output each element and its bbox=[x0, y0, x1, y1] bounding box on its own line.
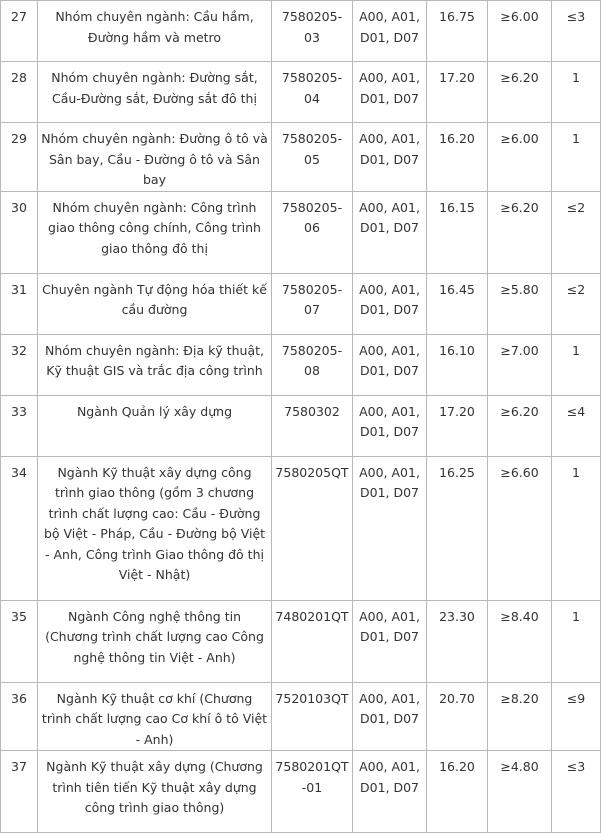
subject-combination-cell bbox=[353, 751, 427, 833]
row-number: 37 bbox=[11, 759, 27, 774]
program-name-cell bbox=[38, 191, 272, 273]
row-number: 35 bbox=[11, 608, 27, 624]
row-number: 33 bbox=[11, 403, 27, 419]
subject-combination-cell bbox=[353, 682, 427, 751]
program-code: 7580205-07 bbox=[281, 281, 343, 317]
priority-order: ≤4 bbox=[566, 403, 586, 419]
program-code-cell bbox=[272, 62, 353, 123]
program-name-cell bbox=[38, 273, 272, 334]
row-number: 28 bbox=[11, 70, 27, 85]
row-number-cell bbox=[1, 62, 38, 123]
program-name: Ngành Kỹ thuật xây dựng công trình giao thông (gồm 3 chương trình chất lượng cao: Cầu - Đường bộ Việt - Pháp, Cầu - Đường bộ Việt - Anh, Công trình Giao thông đô thị Việt - Nhật) bbox=[43, 464, 266, 582]
program-code-cell bbox=[272, 751, 353, 833]
priority-order-cell bbox=[552, 682, 601, 751]
row-number: 32 bbox=[11, 342, 27, 358]
row-number-cell bbox=[1, 456, 38, 600]
admission-score-cell bbox=[427, 123, 488, 192]
admission-score-cell bbox=[427, 334, 488, 395]
tiebreak-criteria-cell bbox=[488, 334, 552, 395]
row-number-cell bbox=[1, 600, 38, 682]
program-code: 7520103QT bbox=[275, 690, 349, 706]
subject-combination: A00, A01, D01, D07 bbox=[359, 199, 420, 235]
table-row bbox=[1, 682, 601, 751]
row-number: 29 bbox=[11, 131, 27, 146]
subject-combination-cell bbox=[353, 600, 427, 682]
subject-combination-cell bbox=[353, 191, 427, 273]
program-name: Chuyên ngành Tự động hóa thiết kế cầu đường bbox=[42, 281, 267, 317]
admission-score: 20.70 bbox=[439, 690, 475, 706]
row-number-cell bbox=[1, 191, 38, 273]
program-code: 7580205-08 bbox=[281, 342, 343, 378]
program-name: Nhóm chuyên ngành: Đường ô tô và Sân bay, Cầu - Đường ô tô và Sân bay bbox=[41, 131, 268, 187]
admission-score: 17.20 bbox=[439, 70, 475, 85]
tiebreak-criteria: ≥4.80 bbox=[500, 759, 539, 774]
priority-order: 1 bbox=[572, 608, 580, 624]
program-code-cell bbox=[272, 334, 353, 395]
program-code-cell bbox=[272, 600, 353, 682]
table-row bbox=[1, 600, 601, 682]
admission-score-cell bbox=[427, 191, 488, 273]
priority-order: 1 bbox=[572, 342, 580, 358]
program-code: 7480201QT bbox=[275, 608, 349, 624]
program-name-cell bbox=[38, 682, 272, 751]
priority-order: 1 bbox=[572, 464, 580, 480]
admission-score: 16.20 bbox=[439, 131, 475, 146]
admission-score-cell bbox=[427, 751, 488, 833]
tiebreak-criteria-cell bbox=[488, 751, 552, 833]
admission-score-cell bbox=[427, 600, 488, 682]
program-name-cell bbox=[38, 456, 272, 600]
program-code: 7580302 bbox=[284, 403, 340, 419]
tiebreak-criteria: ≥6.00 bbox=[500, 9, 539, 24]
program-name-cell bbox=[38, 334, 272, 395]
program-code: 7580205-03 bbox=[281, 9, 343, 45]
admission-score: 16.20 bbox=[439, 759, 475, 774]
row-number-cell bbox=[1, 123, 38, 192]
program-code-cell bbox=[272, 456, 353, 600]
table-body bbox=[1, 1, 601, 833]
tiebreak-criteria: ≥8.20 bbox=[500, 690, 539, 706]
row-number-cell bbox=[1, 751, 38, 833]
priority-order-cell bbox=[552, 62, 601, 123]
priority-order: ≤2 bbox=[566, 281, 586, 297]
program-code-cell bbox=[272, 682, 353, 751]
admission-score: 16.10 bbox=[439, 342, 475, 358]
admission-score: 23.30 bbox=[439, 608, 475, 624]
subject-combination: A00, A01, D01, D07 bbox=[359, 403, 420, 439]
tiebreak-criteria: ≥6.60 bbox=[500, 464, 539, 480]
tiebreak-criteria-cell bbox=[488, 395, 552, 456]
subject-combination: A00, A01, D01, D07 bbox=[359, 70, 420, 106]
row-number-cell bbox=[1, 334, 38, 395]
priority-order-cell bbox=[552, 456, 601, 600]
program-code: 7580205-04 bbox=[281, 70, 343, 106]
priority-order: ≤3 bbox=[566, 759, 586, 774]
tiebreak-criteria-cell bbox=[488, 191, 552, 273]
tiebreak-criteria: ≥6.00 bbox=[500, 131, 539, 146]
tiebreak-criteria-cell bbox=[488, 456, 552, 600]
program-code-cell bbox=[272, 191, 353, 273]
priority-order-cell bbox=[552, 334, 601, 395]
tiebreak-criteria-cell bbox=[488, 600, 552, 682]
program-name-cell bbox=[38, 395, 272, 456]
priority-order: 1 bbox=[572, 70, 580, 85]
tiebreak-criteria-cell bbox=[488, 123, 552, 192]
program-name-cell bbox=[38, 600, 272, 682]
tiebreak-criteria: ≥6.20 bbox=[500, 403, 539, 419]
program-name-cell bbox=[38, 1, 272, 62]
subject-combination: A00, A01, D01, D07 bbox=[359, 759, 420, 795]
tiebreak-criteria-cell bbox=[488, 62, 552, 123]
tiebreak-criteria: ≥7.00 bbox=[500, 342, 539, 358]
row-number: 30 bbox=[11, 199, 27, 215]
table-row bbox=[1, 123, 601, 192]
subject-combination-cell bbox=[353, 123, 427, 192]
row-number: 34 bbox=[11, 464, 27, 480]
subject-combination: A00, A01, D01, D07 bbox=[359, 281, 420, 317]
row-number-cell bbox=[1, 395, 38, 456]
program-name: Ngành Công nghệ thông tin (Chương trình chất lượng cao Công nghệ thông tin Việt - Anh) bbox=[45, 608, 264, 665]
subject-combination-cell bbox=[353, 456, 427, 600]
priority-order: ≤2 bbox=[566, 199, 586, 215]
admission-score: 16.15 bbox=[439, 199, 475, 215]
priority-order-cell bbox=[552, 751, 601, 833]
program-code: 7580205-05 bbox=[281, 131, 343, 167]
subject-combination: A00, A01, D01, D07 bbox=[359, 342, 420, 378]
row-number: 31 bbox=[11, 281, 27, 297]
row-number: 36 bbox=[11, 690, 27, 706]
program-name-cell bbox=[38, 62, 272, 123]
table-row bbox=[1, 273, 601, 334]
program-code-cell bbox=[272, 395, 353, 456]
program-code: 7580201QT-01 bbox=[275, 759, 349, 795]
priority-order: ≤9 bbox=[566, 690, 586, 706]
admission-score-cell bbox=[427, 456, 488, 600]
subject-combination-cell bbox=[353, 273, 427, 334]
row-number-cell bbox=[1, 682, 38, 751]
priority-order-cell bbox=[552, 395, 601, 456]
table-row bbox=[1, 1, 601, 62]
admission-score-cell bbox=[427, 273, 488, 334]
row-number-cell bbox=[1, 1, 38, 62]
priority-order-cell bbox=[552, 273, 601, 334]
subject-combination-cell bbox=[353, 1, 427, 62]
program-name: Nhóm chuyên ngành: Đường sắt, Cầu-Đường sắt, Đường sắt đô thị bbox=[51, 70, 258, 106]
priority-order-cell bbox=[552, 191, 601, 273]
admission-score-cell bbox=[427, 1, 488, 62]
tiebreak-criteria-cell bbox=[488, 682, 552, 751]
priority-order-cell bbox=[552, 123, 601, 192]
admission-score: 16.75 bbox=[439, 9, 475, 24]
subject-combination: A00, A01, D01, D07 bbox=[359, 690, 420, 726]
admission-score: 16.45 bbox=[439, 281, 475, 297]
program-code-cell bbox=[272, 123, 353, 192]
program-name: Nhóm chuyên ngành: Công trình giao thông công chính, Công trình giao thông đô thị bbox=[48, 199, 261, 256]
table-row bbox=[1, 334, 601, 395]
program-name-cell bbox=[38, 751, 272, 833]
subject-combination: A00, A01, D01, D07 bbox=[359, 131, 420, 167]
admission-score-cell bbox=[427, 682, 488, 751]
program-name: Ngành Kỹ thuật xây dựng (Chương trình tiên tiến Kỹ thuật xây dựng công trình giao thông) bbox=[46, 759, 263, 815]
table-row bbox=[1, 751, 601, 833]
table-row bbox=[1, 395, 601, 456]
subject-combination-cell bbox=[353, 334, 427, 395]
admission-score: 17.20 bbox=[439, 403, 475, 419]
tiebreak-criteria: ≥5.80 bbox=[500, 281, 539, 297]
subject-combination: A00, A01, D01, D07 bbox=[359, 9, 420, 45]
subject-combination: A00, A01, D01, D07 bbox=[359, 608, 420, 644]
subject-combination: A00, A01, D01, D07 bbox=[359, 464, 420, 500]
tiebreak-criteria-cell bbox=[488, 1, 552, 62]
priority-order: ≤3 bbox=[566, 9, 586, 24]
program-code-cell bbox=[272, 273, 353, 334]
tiebreak-criteria: ≥6.20 bbox=[500, 199, 539, 215]
subject-combination-cell bbox=[353, 62, 427, 123]
tiebreak-criteria: ≥6.20 bbox=[500, 70, 539, 85]
table-row bbox=[1, 456, 601, 600]
program-name: Nhóm chuyên ngành: Địa kỹ thuật, Kỹ thuật GIS và trắc địa công trình bbox=[44, 342, 264, 378]
table-row bbox=[1, 191, 601, 273]
table-row bbox=[1, 62, 601, 123]
program-name: Ngành Quản lý xây dựng bbox=[76, 403, 233, 419]
tiebreak-criteria: ≥8.40 bbox=[500, 608, 539, 624]
program-code: 7580205-06 bbox=[281, 199, 343, 235]
program-code-cell bbox=[272, 1, 353, 62]
admission-score-cell bbox=[427, 395, 488, 456]
row-number-cell bbox=[1, 273, 38, 334]
tiebreak-criteria-cell bbox=[488, 273, 552, 334]
program-name: Nhóm chuyên ngành: Cầu hầm, Đường hầm và metro bbox=[55, 9, 254, 45]
admission-score-cell bbox=[427, 62, 488, 123]
program-name: Ngành Kỹ thuật cơ khí (Chương trình chất lượng cao Cơ khí ô tô Việt - Anh) bbox=[41, 690, 268, 747]
priority-order-cell bbox=[552, 600, 601, 682]
subject-combination-cell bbox=[353, 395, 427, 456]
admission-score: 16.25 bbox=[439, 464, 475, 480]
priority-order: 1 bbox=[572, 131, 580, 146]
program-code: 7580205QT bbox=[275, 464, 349, 480]
row-number: 27 bbox=[11, 9, 27, 24]
priority-order-cell bbox=[552, 1, 601, 62]
program-name-cell bbox=[38, 123, 272, 192]
